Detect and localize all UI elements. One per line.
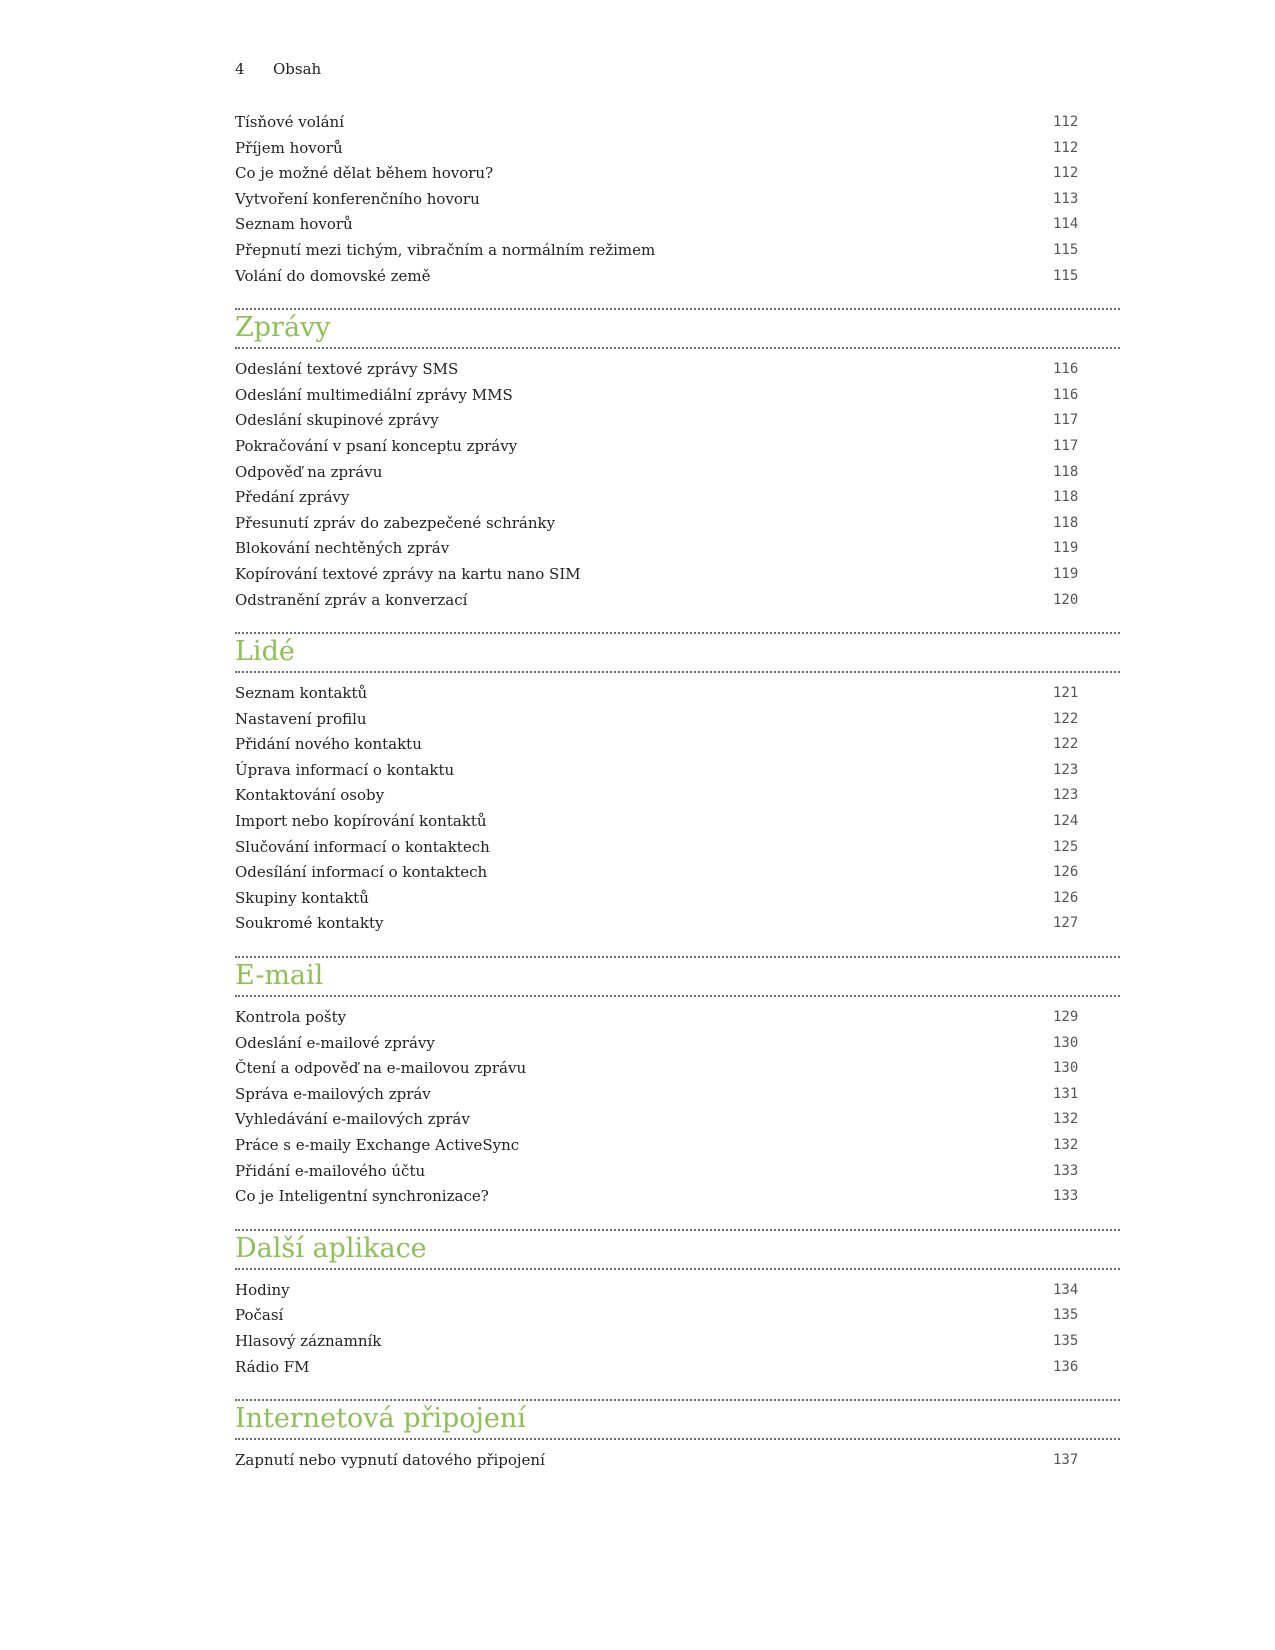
toc-entry[interactable] <box>235 809 1120 835</box>
toc-entry-title[interactable]: Práce s e-maily Exchange ActiveSync <box>235 1136 520 1154</box>
toc-entry-title[interactable]: Co je možné dělat během hovoru? <box>235 164 494 183</box>
toc-entry[interactable] <box>235 1005 1120 1031</box>
toc-entry[interactable] <box>235 835 1120 861</box>
toc-entry-page[interactable]: 133 <box>1053 1162 1079 1179</box>
toc-entry-page[interactable]: 125 <box>1053 838 1079 855</box>
toc-entry-title[interactable]: Odpověď na zprávu <box>235 462 383 481</box>
toc-entry-title[interactable]: Příjem hovorů <box>235 138 343 157</box>
toc-entry-page[interactable]: 135 <box>1053 1332 1079 1349</box>
toc-entry-page[interactable]: 126 <box>1053 864 1079 881</box>
toc-entry[interactable] <box>235 1329 1120 1355</box>
toc-entry[interactable] <box>235 187 1120 213</box>
toc-entry[interactable] <box>235 732 1120 758</box>
toc-entry[interactable] <box>235 238 1120 264</box>
toc-entry-title[interactable]: Soukromé kontakty <box>235 914 384 933</box>
section-entry-list <box>235 1005 1120 1210</box>
toc-entry-title[interactable]: Odeslání skupinové zprávy <box>235 411 439 430</box>
toc-entry-page[interactable]: 132 <box>1053 1111 1079 1128</box>
section-divider <box>235 1229 1120 1270</box>
toc-entry-page[interactable]: 118 <box>1053 489 1079 506</box>
page-header <box>235 60 321 78</box>
toc-entry-title[interactable]: Seznam kontaktů <box>235 684 368 703</box>
toc-section-zpravy <box>235 308 1120 613</box>
toc-entry-page[interactable]: 112 <box>1053 165 1079 182</box>
toc-entry-title[interactable]: Skupiny kontaktů <box>235 888 369 907</box>
toc-entry[interactable] <box>235 681 1120 707</box>
toc-entry-title[interactable]: Hodiny <box>235 1280 290 1299</box>
toc-entry-title[interactable]: Vytvoření konferenčního hovoru <box>235 189 480 208</box>
toc-entry-title[interactable]: Tísňové volání <box>235 113 345 131</box>
toc-entry-page[interactable]: 136 <box>1053 1358 1079 1375</box>
toc-entry[interactable] <box>235 758 1120 784</box>
toc-entry[interactable] <box>235 1355 1120 1381</box>
toc-entry-title[interactable]: Odeslání e-mailové zprávy <box>235 1033 435 1052</box>
section-title[interactable]: Lidé <box>235 636 295 668</box>
toc-entry-page[interactable]: 112 <box>1053 139 1079 156</box>
toc-entry-title[interactable]: Rádio FM <box>235 1357 310 1376</box>
toc-entry-page[interactable]: 126 <box>1053 889 1079 906</box>
section-entry-list <box>235 1448 1120 1474</box>
intro-entry-list <box>235 110 1120 289</box>
toc-entry-title[interactable]: Počasí <box>235 1306 284 1325</box>
toc-entry-page[interactable]: 118 <box>1053 463 1079 480</box>
toc-entry-page[interactable]: 120 <box>1053 591 1079 608</box>
toc-entry-title[interactable]: Předání zprávy <box>235 488 350 507</box>
toc-entry[interactable] <box>235 1056 1120 1082</box>
toc-section-email <box>235 956 1120 1210</box>
toc-entry-page[interactable]: 137 <box>1053 1452 1079 1469</box>
toc-entry[interactable] <box>235 357 1120 383</box>
toc-entry-title[interactable]: Hlasový záznamník <box>235 1331 382 1350</box>
toc-entry-title[interactable]: Odesílání informací o kontaktech <box>235 863 488 882</box>
toc-entry[interactable] <box>235 1082 1120 1108</box>
toc-entry[interactable] <box>235 1184 1120 1210</box>
toc-entry-page[interactable]: 122 <box>1053 736 1079 753</box>
toc-entry-title[interactable]: Seznam hovorů <box>235 215 353 234</box>
toc-entry-page[interactable]: 129 <box>1053 1009 1079 1026</box>
toc-entry-page[interactable]: 115 <box>1053 241 1079 258</box>
toc-entry[interactable] <box>235 536 1120 562</box>
toc-entry-title[interactable]: Vyhledávání e-mailových zpráv <box>235 1110 470 1129</box>
toc-entry-title[interactable]: Odeslání multimediální zprávy MMS <box>235 385 513 404</box>
toc-entry[interactable] <box>235 886 1120 912</box>
toc-entry-page[interactable]: 130 <box>1053 1034 1079 1051</box>
toc-entry[interactable] <box>235 1133 1120 1159</box>
toc-entry-title[interactable]: Úprava informací o kontaktu <box>235 760 455 779</box>
toc-entry-title[interactable]: Import nebo kopírování kontaktů <box>235 812 487 831</box>
toc-entry[interactable] <box>235 264 1120 290</box>
toc-entry[interactable] <box>235 212 1120 238</box>
toc-entry-title[interactable]: Přidání nového kontaktu <box>235 735 422 754</box>
toc-entry-title[interactable]: Blokování nechtěných zpráv <box>235 539 450 558</box>
toc-entry-page[interactable]: 118 <box>1053 514 1079 531</box>
toc-entry[interactable] <box>235 1448 1120 1474</box>
toc-entry[interactable] <box>235 1303 1120 1329</box>
toc-entry-title[interactable]: Volání do domovské země <box>235 266 431 285</box>
toc-entry-page[interactable]: 124 <box>1053 813 1079 830</box>
toc-entry[interactable] <box>235 588 1120 614</box>
toc-entry-page[interactable]: 121 <box>1053 685 1079 702</box>
toc-entry-page[interactable]: 135 <box>1053 1307 1079 1324</box>
toc-entry-page[interactable]: 116 <box>1053 386 1079 403</box>
section-title[interactable]: Zprávy <box>235 312 331 344</box>
toc-entry-page[interactable]: 134 <box>1053 1281 1079 1298</box>
toc-entry-page[interactable]: 112 <box>1053 114 1079 130</box>
toc-entry[interactable] <box>235 434 1120 460</box>
toc-entry-page[interactable]: 115 <box>1053 267 1079 284</box>
section-entry-list <box>235 1278 1120 1380</box>
toc-entry-title[interactable]: Správa e-mailových zpráv <box>235 1084 431 1103</box>
toc-entry-title[interactable]: Přepnutí mezi tichým, vibračním a normálním režimem <box>235 240 656 259</box>
toc-entry-page[interactable]: 114 <box>1053 216 1079 233</box>
toc-entry-page[interactable]: 119 <box>1053 565 1079 582</box>
toc-entry-page[interactable]: 131 <box>1053 1085 1079 1102</box>
toc-entry[interactable] <box>235 110 1120 136</box>
toc-entry-title[interactable]: Přidání e-mailového účtu <box>235 1161 426 1180</box>
toc-entry[interactable] <box>235 460 1120 486</box>
toc-entry-page[interactable]: 127 <box>1053 915 1079 932</box>
section-entry-list <box>235 681 1120 937</box>
toc-entry-title[interactable]: Přesunutí zpráv do zabezpečené schránky <box>235 513 556 532</box>
toc-entry-page[interactable]: 132 <box>1053 1137 1079 1153</box>
toc-entry-page[interactable]: 117 <box>1053 412 1079 429</box>
toc-entry[interactable] <box>235 1031 1120 1057</box>
toc-entry-title[interactable]: Slučování informací o kontaktech <box>235 837 490 856</box>
section-divider <box>235 632 1120 673</box>
table-of-contents <box>235 110 1120 1474</box>
toc-entry[interactable] <box>235 383 1120 409</box>
section-divider <box>235 308 1120 349</box>
section-divider <box>235 1399 1120 1440</box>
section-title[interactable]: Další aplikace <box>235 1232 427 1264</box>
toc-entry[interactable] <box>235 136 1120 162</box>
toc-entry-page[interactable]: 122 <box>1053 710 1079 727</box>
toc-entry-title[interactable]: Kontrola pošty <box>235 1008 347 1027</box>
toc-entry[interactable] <box>235 562 1120 588</box>
toc-entry[interactable] <box>235 511 1120 537</box>
toc-entry[interactable] <box>235 408 1120 434</box>
toc-entry[interactable] <box>235 860 1120 886</box>
toc-entry[interactable] <box>235 1159 1120 1185</box>
toc-section-lide <box>235 632 1120 937</box>
toc-entry-page[interactable]: 119 <box>1053 540 1079 557</box>
toc-entry[interactable] <box>235 707 1120 733</box>
toc-entry-title[interactable]: Zapnutí nebo vypnutí datového připojení <box>235 1451 545 1470</box>
toc-entry-title[interactable]: Kontaktování osoby <box>235 786 385 805</box>
toc-entry[interactable] <box>235 485 1120 511</box>
toc-entry-page[interactable]: 133 <box>1053 1188 1079 1205</box>
toc-entry-title[interactable]: Nastavení profilu <box>235 709 367 728</box>
section-divider <box>235 956 1120 997</box>
toc-entry[interactable] <box>235 1278 1120 1304</box>
toc-entry-title[interactable]: Čtení a odpověď na e-mailovou zprávu <box>235 1059 527 1078</box>
toc-entry-page[interactable]: 113 <box>1053 190 1079 207</box>
toc-entry[interactable] <box>235 911 1120 937</box>
toc-entry-page[interactable]: 123 <box>1053 761 1079 778</box>
toc-entry-page[interactable]: 116 <box>1053 361 1079 378</box>
section-title[interactable]: Internetová připojení <box>235 1403 526 1435</box>
toc-entry-title[interactable]: Odeslání textové zprávy SMS <box>235 360 459 379</box>
toc-entry[interactable] <box>235 1107 1120 1133</box>
toc-entry-page[interactable]: 123 <box>1053 787 1079 804</box>
toc-section-dalsi-aplikace <box>235 1229 1120 1380</box>
toc-entry[interactable] <box>235 161 1120 187</box>
toc-entry-title[interactable]: Odstranění zpráv a konverzací <box>235 590 468 609</box>
toc-entry-page[interactable]: 117 <box>1053 437 1079 454</box>
toc-section-internetova-pripojeni <box>235 1399 1120 1474</box>
page-number: 4 <box>235 60 245 78</box>
toc-entry[interactable] <box>235 783 1120 809</box>
toc-entry-title[interactable]: Kopírování textové zprávy na kartu nano SIM <box>235 564 581 583</box>
toc-entry-title[interactable]: Pokračování v psaní konceptu zprávy <box>235 436 518 455</box>
section-title[interactable]: E-mail <box>235 960 324 992</box>
toc-entry-page[interactable]: 130 <box>1053 1060 1079 1077</box>
section-entry-list <box>235 357 1120 613</box>
page-header-title: Obsah <box>273 60 322 78</box>
toc-entry-title[interactable]: Co je Inteligentní synchronizace? <box>235 1187 489 1206</box>
